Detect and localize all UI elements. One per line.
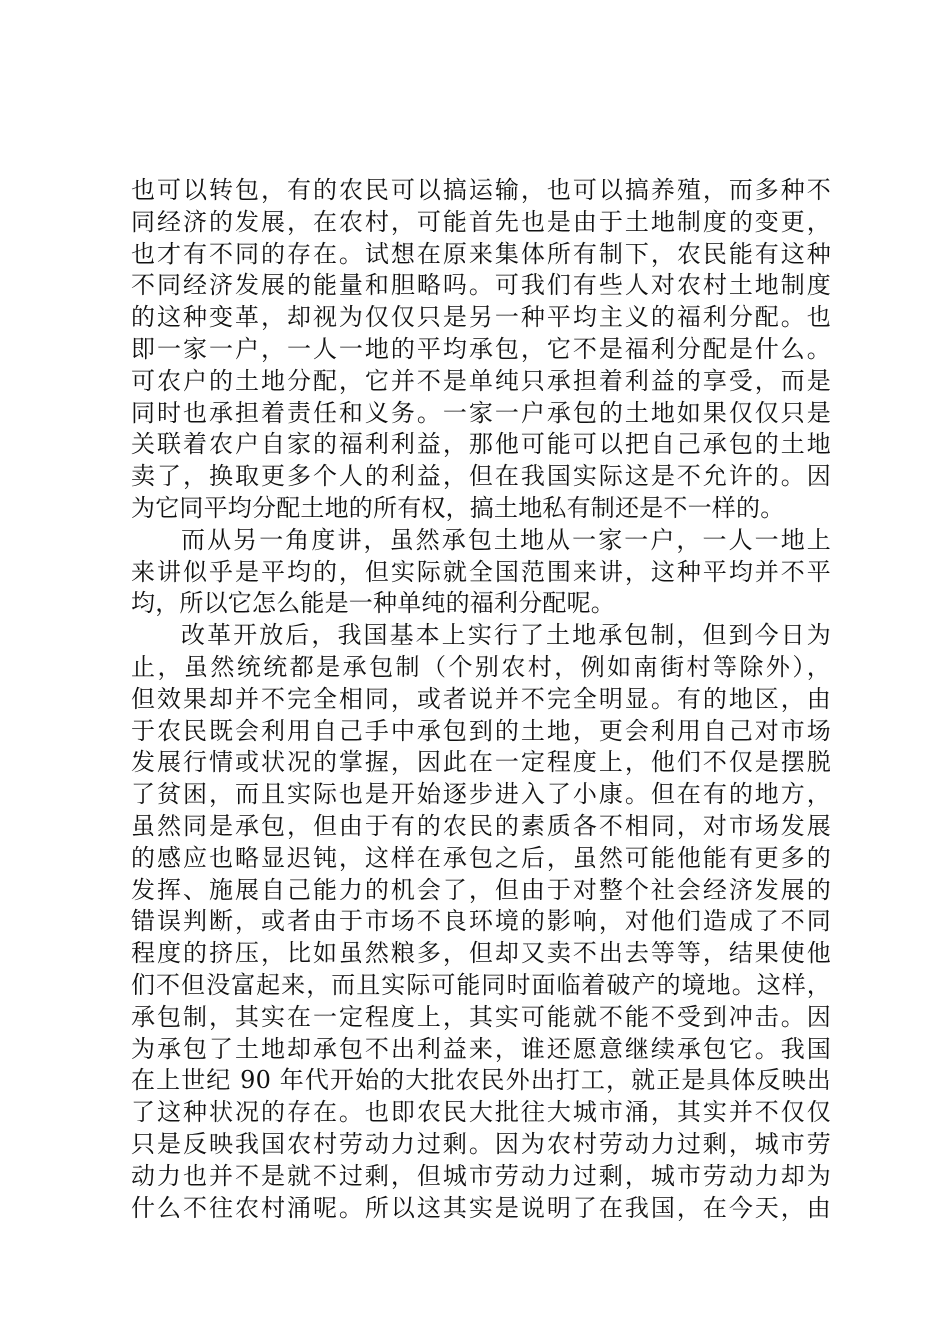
text-line: 程度的挤压，比如虽然粮多，但却又卖不出去等等，结果使他 bbox=[131, 939, 831, 968]
body-text bbox=[131, 175, 831, 1224]
text-line: 发挥、施展自己能力的机会了，但由于对整个社会经济发展的 bbox=[131, 875, 831, 904]
text-line: 止，虽然统统都是承包制（个别农村，例如南街村等除外）， bbox=[131, 652, 831, 681]
text-line: 可农户的土地分配，它并不是单纯只承担着利益的享受，而是 bbox=[131, 366, 831, 395]
text-line: 在上世纪 90 年代开始的大批农民外出打工，就正是具体反映出 bbox=[131, 1066, 831, 1095]
text-line: 发展行情或状况的掌握，因此在一定程度上，他们不仅是摆脱 bbox=[131, 748, 831, 777]
text-line: 错误判断，或者由于市场不良环境的影响，对他们造成了不同 bbox=[131, 907, 831, 936]
text-line: 只是反映我国农村劳动力过剩。因为农村劳动力过剩，城市劳 bbox=[131, 1129, 831, 1158]
text-line: 于农民既会利用自己手中承包到的土地，更会利用自己对市场 bbox=[131, 716, 831, 745]
text-line: 而从另一角度讲，虽然承包土地从一家一户，一人一地上 bbox=[181, 525, 831, 554]
text-line: 的这种变革，却视为仅仅只是另一种平均主义的福利分配。也 bbox=[131, 303, 831, 332]
text-line: 卖了，换取更多个人的利益，但在我国实际这是不允许的。因 bbox=[131, 462, 831, 491]
text-line: 为它同平均分配土地的所有权，搞土地私有制还是不一样的。 bbox=[131, 493, 785, 522]
text-line: 也才有不同的存在。试想在原来集体所有制下，农民能有这种 bbox=[131, 239, 831, 268]
text-line: 来讲似乎是平均的，但实际就全国范围来讲，这种平均并不平 bbox=[131, 557, 831, 586]
text-line: 动力也并不是就不过剩，但城市劳动力过剩，城市劳动力却为 bbox=[131, 1161, 831, 1190]
text-line: 均，所以它怎么能是一种单纯的福利分配呢。 bbox=[131, 589, 615, 618]
text-line: 改革开放后，我国基本上实行了土地承包制，但到今日为 bbox=[181, 621, 831, 650]
text-line: 虽然同是承包，但由于有的农民的素质各不相同，对市场发展 bbox=[131, 811, 831, 840]
text-line: 关联着农户自家的福利利益，那他可能可以把自己承包的土地 bbox=[131, 430, 831, 459]
text-line: 不同经济发展的能量和胆略吗。可我们有些人对农村土地制度 bbox=[131, 271, 831, 300]
text-line: 即一家一户，一人一地的平均承包，它不是福利分配是什么。 bbox=[131, 334, 831, 363]
text-line: 同经济的发展，在农村，可能首先也是由于土地制度的变更， bbox=[131, 207, 831, 236]
text-line: 什么不往农村涌呢。所以这其实是说明了在我国，在今天，由 bbox=[131, 1193, 831, 1222]
text-line: 为承包了土地却承包不出利益来，谁还愿意继续承包它。我国 bbox=[131, 1034, 831, 1063]
text-line: 同时也承担着责任和义务。一家一户承包的土地如果仅仅只是 bbox=[131, 398, 831, 427]
text-line: 们不但没富起来，而且实际可能同时面临着破产的境地。这样， bbox=[131, 970, 831, 999]
text-line: 了这种状况的存在。也即农民大批往大城市涌，其实并不仅仅 bbox=[131, 1098, 831, 1127]
text-line: 但效果却并不完全相同，或者说并不完全明显。有的地区，由 bbox=[131, 684, 831, 713]
text-line: 的感应也略显迟钝，这样在承包之后，虽然可能他能有更多的 bbox=[131, 843, 831, 872]
text-line: 也可以转包，有的农民可以搞运输，也可以搞养殖，而多种不 bbox=[131, 176, 831, 204]
text-line: 承包制，其实在一定程度上，其实可能就不能不受到冲击。因 bbox=[131, 1002, 831, 1031]
text-line: 了贫困，而且实际也是开始逐步进入了小康。但在有的地方， bbox=[131, 780, 831, 809]
